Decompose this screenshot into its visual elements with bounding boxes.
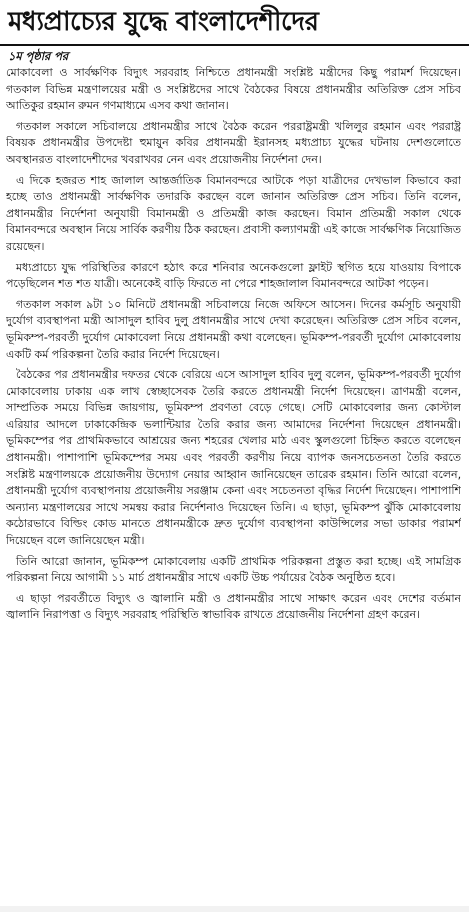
paragraph: গতকাল সকাল ৯টা ১০ মিনিটে প্রধানমন্ত্রী সচিবালয়ে নিজে অফিসে আসেন। দিনের কর্মসূচি অনুযায়ী দুর্যোগ ব্যবস্থাপনা মন্ত্রী আসাদুল হাবিব দুলু প্রধানমন্ত্রীর সাথে দেখা করেছেন। অতিরিক্ত প্রেস সচিব বলেন, ভূমিকম্প-পরবর্তী দুর্যোগ মোকাবেলা নিয়ে প্রধানমন্ত্রী কথা বলেছেন। ভূমিকম্প-পরবর্তী দুর্যোগ মোকাবেলায় একটি কর্ম পরিকল্পনা তৈরি করার নির্দেশ দিয়েছেন। (6, 297, 461, 361)
paragraph: গতকাল সকালে সচিবালয়ে প্রধানমন্ত্রীর সাথে বৈঠক করেন পররাষ্ট্রমন্ত্রী খলিলুর রহমান এবং পররাষ্ট্র বিষয়ক প্রধানমন্ত্রীর উপদেষ্টা হুমায়ুন কবির প্রধানমন্ত্রী ইরানসহ মধ্যপ্রাচ্য যুদ্ধের ঘটনায় দেশগুলোতে অবস্থানরত বাংলাদেশীদের খবরাখবর নেন এবং প্রয়োজনীয় নির্দেশনা দেন। (6, 119, 461, 166)
paragraph: তিনি আরো জানান, ভূমিকম্প মোকাবেলায় একটি প্রাথমিক পরিকল্পনা প্রস্তুত করা হচ্ছে। এই সামগ্রিক পরিকল্পনা নিয়ে আগামী ১১ মার্চ প্রধানমন্ত্রীর সাথে একটি উচ্চ পর্যায়ের বৈঠক অনুষ্ঠিত হবে। (6, 554, 461, 585)
paragraph: এ ছাড়া পরবর্তীতে বিদ্যুৎ ও জ্বালানি মন্ত্রী ও প্রধানমন্ত্রীর সাথে সাক্ষাৎ করেন এবং দেশের বর্তমান জ্বালানি নিরাপত্তা ও বিদ্যুৎ সরবরাহ পরিস্থিতি স্বাভাবিক রাখতে প্রয়োজনীয় নির্দেশনা গ্রহণ করেন। (6, 591, 461, 622)
paragraph: মধ্যপ্রাচ্যে যুদ্ধ পরিস্থিতির কারণে হঠাৎ করে শনিবার অনেকগুলো ফ্লাইট স্থগিত হয়ে যাওয়ায় বিপাকে পড়েছিলেন শত শত যাত্রী। অনেকেই বাড়ি ফিরতে না পেরে শাহজালাল বিমানবন্দরে আটকা পড়েন। (6, 260, 461, 291)
paragraph: বৈঠকের পর প্রধানমন্ত্রীর দফতর থেকে বেরিয়ে এসে আসাদুল হাবিব দুলু বলেন, ভূমিকম্প-পরবর্তী দুর্যোগ মোকাবেলায় ঢাকায় এক লাখ স্বেচ্ছাসেবক তৈরি করতে প্রধানমন্ত্রী নির্দেশ দিয়েছেন। ত্রাণমন্ত্রী বলেন, সাম্প্রতিক সময়ে বিভিন্ন জায়গায়, ভূমিকম্প প্রবণতা বেড়ে গেছে। সেটি মোকাবেলার জন্য কোস্টাল এরিয়ার আদলে ঢাকাকেন্দ্রিক ভলান্টিয়ার তৈরি করার জন্য আমাদের নির্দেশনা দিয়েছেন প্রধানমন্ত্রী। ভূমিকম্পের পর প্রাথমিকভাবে আশ্রয়ের জন্য শহরের খেলার মাঠ এবং স্কুলগুলো চিহ্নিত করতে বলেছেন প্রধানমন্ত্রী। পাশাপাশি ভূমিকম্পের সময় এবং পরবর্তী করণীয় নিয়ে ব্যাপক জনসচেতনতা তৈরি করতে সংশ্লিষ্ট মন্ত্রণালয়কে প্রয়োজনীয় উদ্যোগ নেয়ার আহ্বান জানিয়েছেন তারেক রহমান। তিনি আরো বলেন, প্রধানমন্ত্রী দুর্যোগ ব্যবস্থাপনায় প্রয়োজনীয় সরঞ্জাম কেনা এবং সচেতনতা বৃদ্ধির নির্দেশ দিয়েছেন। পাশাপাশি অন্যান্য মন্ত্রণালয়ের সাথে সমন্বয় করার নির্দেশনাও দিয়েছেন তিনি। এ ছাড়া, ভূমিকম্প ঝুঁকি মোকাবেলায় কঠোরভাবে বিল্ডিং কোড মানতে প্রধানমন্ত্রীকে দ্রুত দুর্যোগ ব্যবস্থাপনা কাউন্সিলের সভা ডাকার পরামর্শ দিয়েছেন বলে জানিয়েছেন মন্ত্রী। (6, 368, 461, 548)
bottom-edge (0, 906, 469, 912)
continued-from-label: ১ম পৃষ্ঠার পর (8, 49, 69, 63)
headline-rule (0, 44, 469, 46)
paragraph: এ দিকে হজরত শাহ জালাল আন্তর্জাতিক বিমানবন্দরে আটকে পড়া যাত্রীদের দেখভাল কিভাবে করা হচ্ছে তাও প্রধানমন্ত্রী সার্বক্ষণিক তদারকি করছেন বলে জানান অতিরিক্ত প্রেস সচিব। তিনি বলেন, প্রধানমন্ত্রীর নির্দেশনা অনুযায়ী বিমানমন্ত্রী ও প্রতিমন্ত্রী কাজ করছেন। বিমান প্রতিমন্ত্রী সকাল থেকে বিমানবন্দরে অবস্থান নিয়ে সার্বিক করণীয় ঠিক করছেন। প্রবাসী কল্যাণমন্ত্রী এই কাজে সার্বক্ষণিক নিয়োজিত রয়েছেন। (6, 173, 461, 253)
headline: মধ্যপ্রাচ্যের যুদ্ধে বাংলাদেশীদের (8, 7, 319, 37)
article-body (6, 48, 461, 906)
paragraph: মোকাবেলা ও সার্বক্ষণিক বিদ্যুৎ সরবরাহ নিশ্চিতে প্রধানমন্ত্রী সংশ্লিষ্ট মন্ত্রীদের কিছু পরামর্শ দিয়েছেন। গতকাল বিভিন্ন মন্ত্রণালয়ের মন্ত্রী ও সংশ্লিষ্টদের সাথে বৈঠকের বিষয়ে প্রধানমন্ত্রীর অতিরিক্ত প্রেস সচিব আতিকুর রহমান রুমন গণমাধ্যমে এসব কথা জানান। (6, 66, 461, 113)
